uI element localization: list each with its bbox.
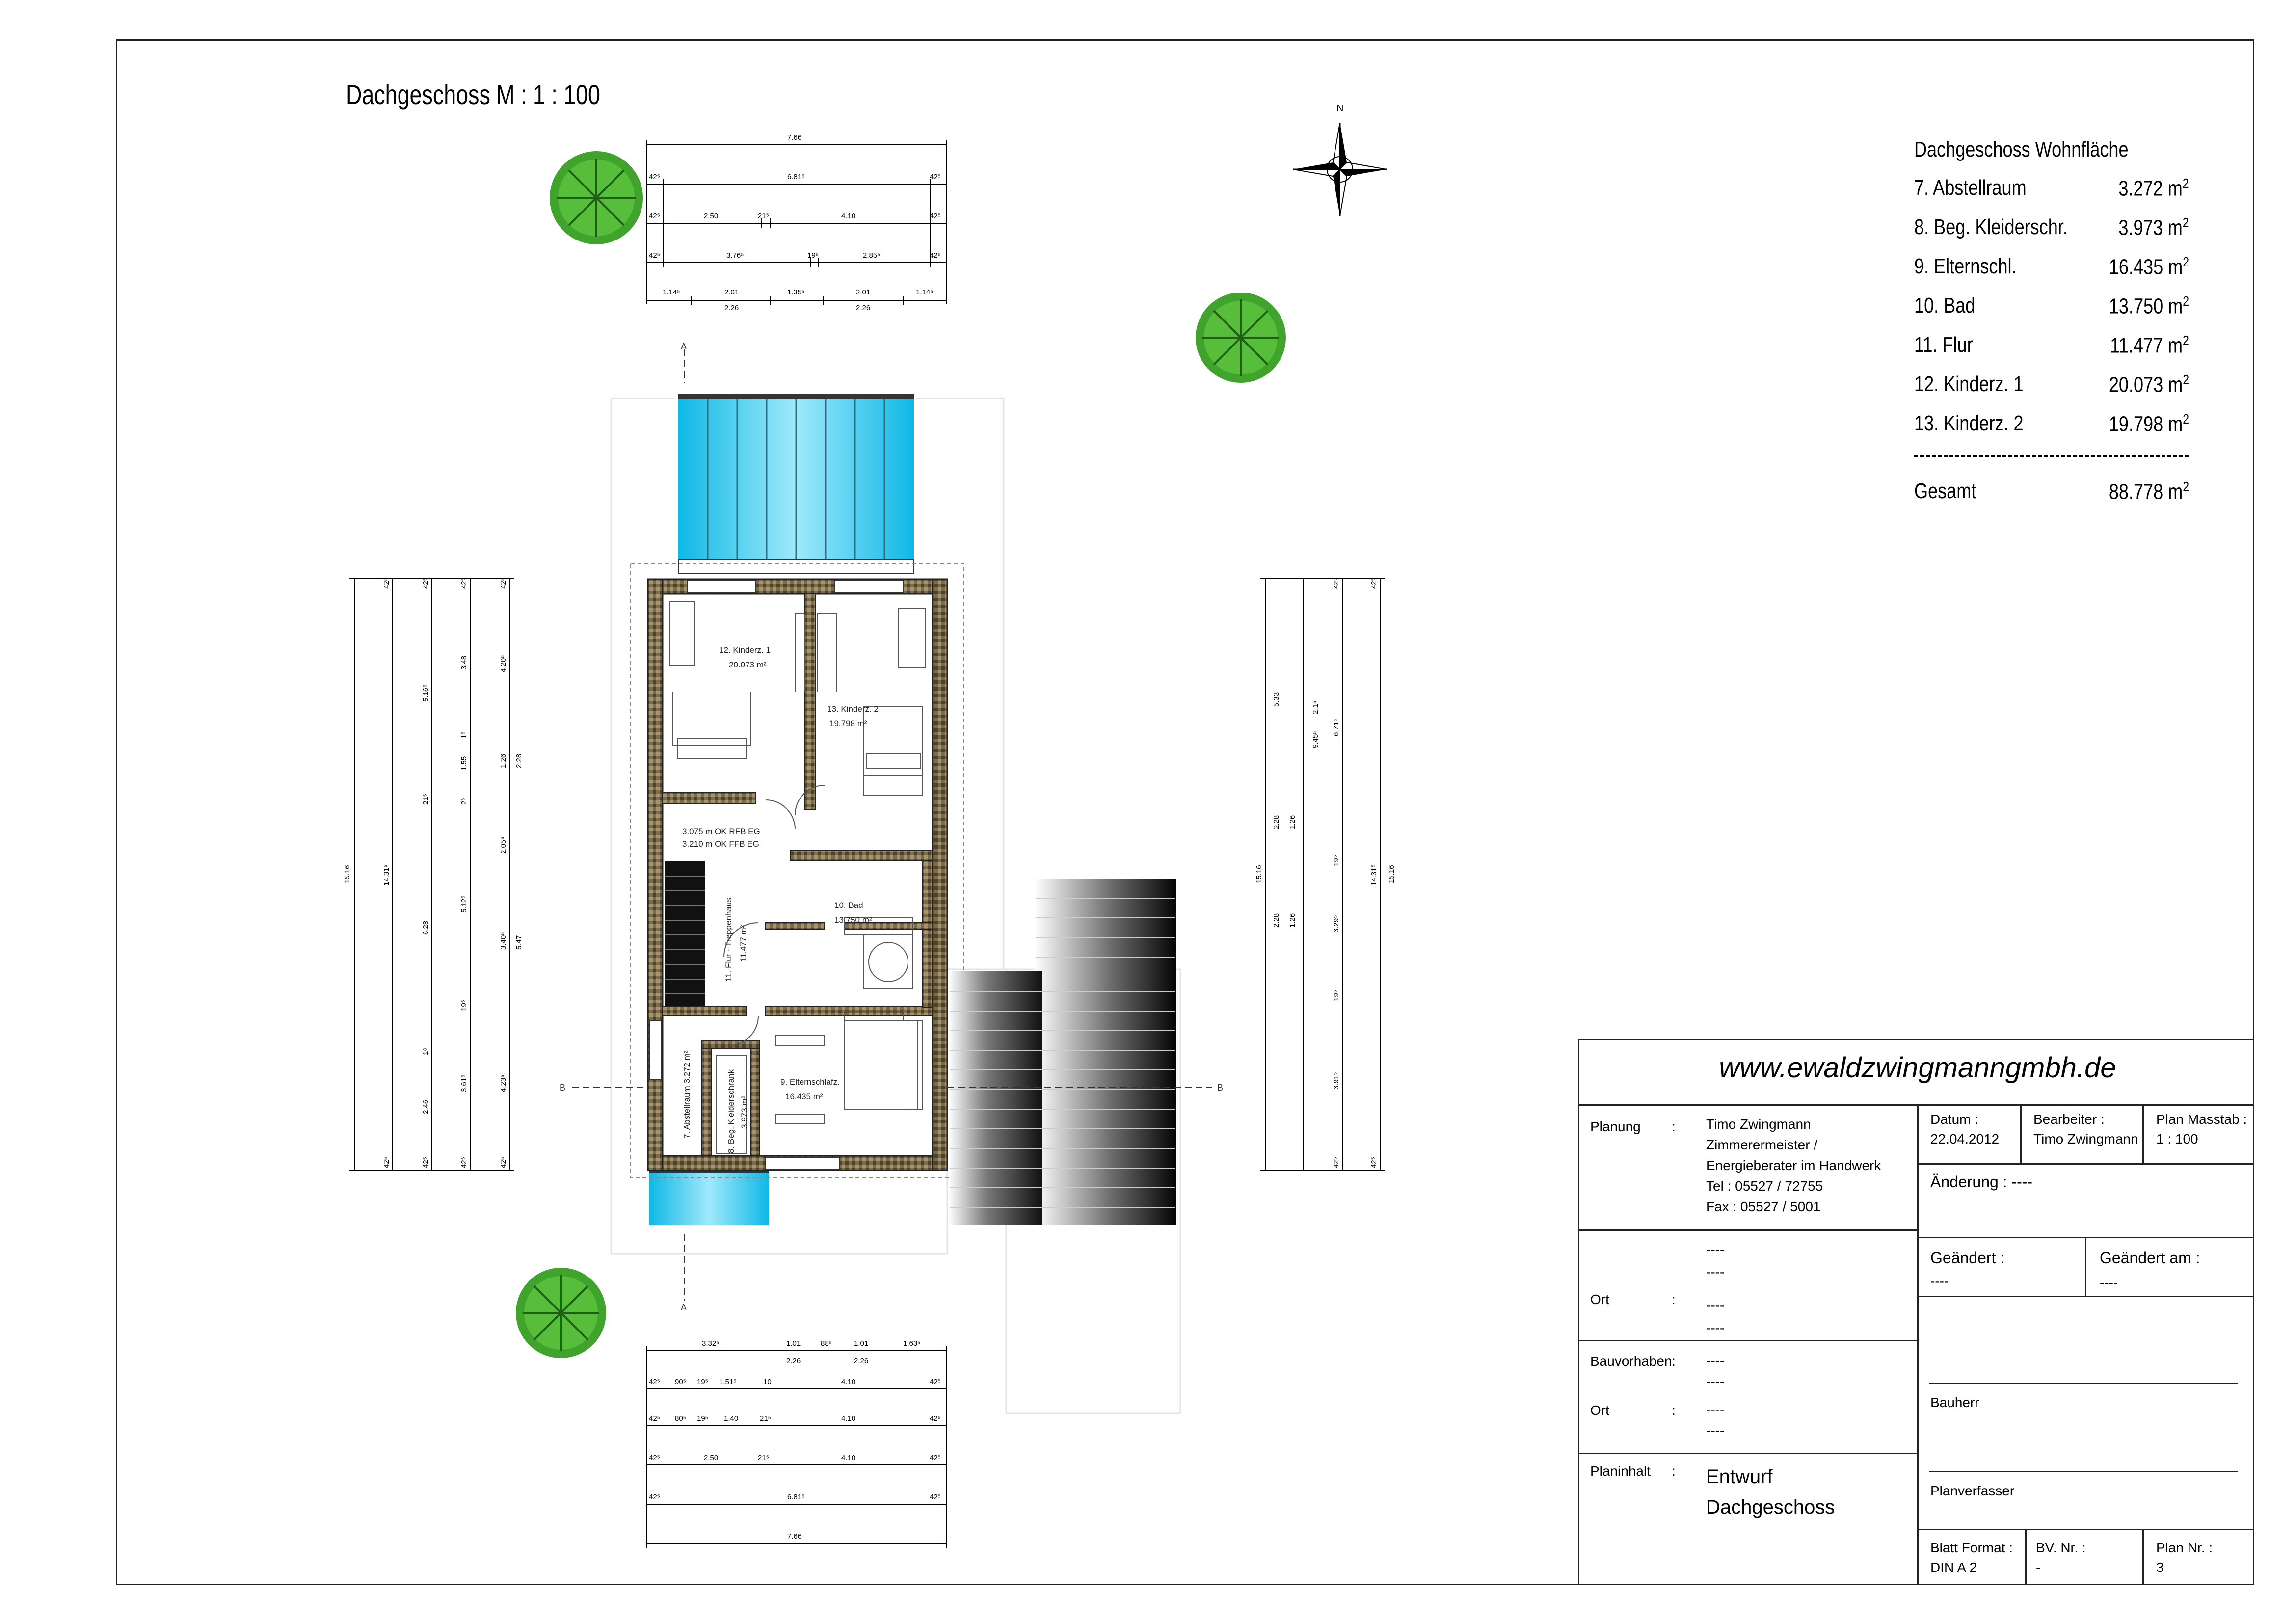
planinhalt-values: Entwurf Dachgeschoss bbox=[1706, 1466, 1835, 1518]
plannr-label: Plan Nr. : bbox=[2156, 1540, 2213, 1555]
dim-label: 42⁵ bbox=[930, 251, 941, 260]
area-room-value: 19.798 $m^2$ bbox=[2109, 411, 2189, 436]
divider bbox=[1917, 1529, 2253, 1530]
dim-label: 6.71⁵ bbox=[1332, 719, 1340, 736]
area-room-value: 3.973 $m^2$ bbox=[2118, 215, 2189, 240]
dim-label: 3.29⁵ bbox=[1332, 915, 1340, 932]
dim-label: 42⁵ bbox=[649, 1414, 660, 1423]
company-url[interactable]: www.ewaldzwingmanngmbh.de bbox=[1719, 1052, 2116, 1084]
dim-label: 2.46 bbox=[422, 1099, 430, 1114]
dim-label: 42⁵ bbox=[422, 1157, 430, 1168]
dim-label: 1.51⁵ bbox=[719, 1378, 737, 1386]
dim-label: 5.47 bbox=[515, 935, 523, 950]
dim-label: 2.28 bbox=[1272, 815, 1281, 829]
masstab-value: 1 : 100 bbox=[2156, 1131, 2198, 1146]
title-block bbox=[1578, 1039, 2254, 1585]
dim-label: 19⁵ bbox=[1332, 855, 1340, 866]
section-b-right: B bbox=[1217, 1083, 1224, 1092]
dim-label: 2.1⁵ bbox=[1311, 700, 1320, 714]
divider bbox=[1579, 1340, 1917, 1341]
dim-label: 2.01 bbox=[856, 288, 871, 296]
divider bbox=[1917, 1104, 1919, 1584]
blatt-label: Blatt Format : bbox=[1930, 1540, 2013, 1555]
room-label-kinderz1: 12. Kinderz. 1 bbox=[719, 645, 771, 655]
divider bbox=[1579, 1229, 1917, 1231]
geaendert-am-value: ---- bbox=[2100, 1275, 2118, 1290]
dim-label: 6.28 bbox=[422, 920, 430, 935]
dim-label: 15.16 bbox=[1388, 865, 1396, 883]
bauherr-label: Bauherr bbox=[1930, 1395, 1979, 1410]
dim-label: 42⁵ bbox=[422, 578, 430, 589]
colon: : bbox=[1672, 1292, 1676, 1307]
divider bbox=[2142, 1529, 2144, 1584]
room-area-kinderz1: 20.073 m² bbox=[729, 660, 767, 669]
colon: : bbox=[1672, 1354, 1676, 1369]
dim-label: 42⁵ bbox=[930, 1414, 941, 1423]
area-room-value: 13.750 $m^2$ bbox=[2109, 293, 2189, 319]
dim-label: 42⁵ bbox=[649, 1378, 660, 1386]
section-a-top: A bbox=[681, 342, 687, 351]
area-room-value: 3.272 $m^2$ bbox=[2118, 176, 2189, 201]
dim-label: 1.01 bbox=[854, 1339, 869, 1348]
area-table-header: Dachgeschoss Wohnfläche bbox=[1914, 137, 2129, 161]
dim-label: 1⁵ bbox=[460, 731, 468, 739]
dim-label: 14.31⁵ bbox=[382, 864, 391, 886]
area-total-label: Gesamt bbox=[1914, 479, 1976, 503]
dim-label: 4.10 bbox=[841, 1414, 856, 1423]
dim-label: 1.40 bbox=[724, 1414, 739, 1423]
area-room-name: 8. Beg. Kleiderschr. bbox=[1914, 215, 2068, 239]
area-room-value: 16.435 $m^2$ bbox=[2109, 254, 2189, 279]
dim-label: 42⁵ bbox=[930, 1493, 941, 1501]
dim-label: 42⁵ bbox=[649, 1454, 660, 1462]
dim-label: 42⁵ bbox=[460, 1157, 468, 1168]
tree-icon bbox=[550, 151, 643, 244]
room-area-kinderz2: 19.798 m² bbox=[829, 719, 867, 728]
dim-label: 42⁵ bbox=[649, 173, 660, 181]
bauvorhaben-label: Bauvorhaben bbox=[1590, 1354, 1672, 1369]
dimensions-left bbox=[343, 578, 523, 1171]
room-area-flur: 11.477 m² bbox=[739, 925, 748, 962]
room-area-eltern: 16.435 m² bbox=[785, 1092, 823, 1101]
dim-label: 4.20⁵ bbox=[499, 655, 507, 672]
colon: : bbox=[1672, 1464, 1676, 1479]
dim-label: 2.26 bbox=[786, 1357, 801, 1365]
ort2-label: Ort bbox=[1590, 1403, 1609, 1418]
dim-label: 1.26 bbox=[499, 753, 507, 768]
divider bbox=[1579, 1104, 2253, 1106]
dim-label: 42⁵ bbox=[499, 578, 507, 589]
signature-line bbox=[1929, 1471, 2238, 1472]
bvnr-value: - bbox=[2036, 1560, 2041, 1575]
room-label-bad: 10. Bad bbox=[834, 901, 863, 910]
ort-values: ---- ---- ---- ---- bbox=[1706, 1242, 1725, 1335]
tree-icon bbox=[1196, 293, 1286, 383]
dim-label: 7.66 bbox=[787, 133, 802, 142]
area-room-name: 7. Abstellraum bbox=[1914, 176, 2027, 200]
dim-label: 2.50 bbox=[704, 1454, 719, 1462]
dim-label: 2.26 bbox=[724, 304, 739, 312]
dim-label: 4.10 bbox=[841, 1454, 856, 1462]
area-room-name: 12. Kinderz. 1 bbox=[1914, 372, 2024, 396]
roof-dormer bbox=[949, 879, 1176, 1225]
dim-label: 21⁵ bbox=[422, 794, 430, 805]
dim-label: 90⁵ bbox=[675, 1378, 686, 1386]
dim-label: 2.50 bbox=[704, 212, 719, 220]
dim-label: 1⁸ bbox=[422, 1048, 430, 1055]
dim-label: 42⁵ bbox=[649, 1493, 660, 1501]
room-label-abstell: 7. Abstellraum 3.272 m² bbox=[682, 1050, 692, 1139]
dim-label: 42⁵ bbox=[1332, 1157, 1340, 1168]
section-a-bottom: A bbox=[681, 1303, 687, 1312]
area-room-value: 20.073 $m^2$ bbox=[2109, 372, 2189, 397]
dim-label: 2.26 bbox=[856, 304, 871, 312]
north-label: N bbox=[1336, 103, 1344, 114]
dimensions-top bbox=[647, 133, 946, 312]
geaendert-label: Geändert : bbox=[1930, 1249, 2005, 1267]
bearbeiter-value: Timo Zwingmann bbox=[2033, 1131, 2138, 1146]
area-room-name: 13. Kinderz. 2 bbox=[1914, 411, 2024, 435]
geaendert-am-label: Geändert am : bbox=[2100, 1249, 2200, 1267]
dim-label: 1.55 bbox=[460, 756, 468, 771]
dim-label: 42⁵ bbox=[382, 578, 391, 589]
room-area-kleider: 3.973 m² bbox=[740, 1095, 749, 1129]
dim-label: 42⁵ bbox=[649, 251, 660, 260]
dimensions-right bbox=[1255, 578, 1396, 1171]
room-area-bad: 13.750 m² bbox=[834, 915, 872, 925]
skylight-bottom bbox=[649, 1168, 769, 1225]
plan-title: Dachgeschoss M : 1 : 100 bbox=[346, 79, 600, 110]
section-b-left: B bbox=[560, 1083, 566, 1092]
dim-label: 1.14⁵ bbox=[663, 288, 680, 296]
dim-label: 42⁵ bbox=[382, 1157, 391, 1168]
bauvorhaben-values: ---- ---- bbox=[1706, 1353, 1725, 1389]
dim-label: 2.05⁵ bbox=[499, 836, 507, 854]
dim-label: 3.40⁵ bbox=[499, 932, 507, 950]
dim-label: 42⁵ bbox=[499, 1157, 507, 1168]
tree-icon bbox=[516, 1268, 606, 1358]
dim-label: 5.16⁵ bbox=[422, 684, 430, 702]
dim-label: 42⁵ bbox=[930, 173, 941, 181]
level-mark-1: 3.075 m OK RFB EG bbox=[682, 827, 760, 836]
planinhalt-label: Planinhalt bbox=[1590, 1464, 1651, 1479]
dim-label: 1.26 bbox=[1288, 815, 1297, 829]
dim-label: 10 bbox=[763, 1378, 772, 1386]
dim-label: 4.10 bbox=[841, 212, 856, 220]
skylight-top bbox=[678, 394, 914, 574]
dim-label: 1.63⁵ bbox=[903, 1339, 921, 1348]
dim-label: 15.16 bbox=[1255, 865, 1263, 883]
dim-label: 2.28 bbox=[1272, 913, 1281, 928]
dim-label: 3.48 bbox=[460, 655, 468, 670]
level-mark-2: 3.210 m OK FFB EG bbox=[682, 839, 759, 849]
room-label-eltern: 9. Elternschlafz. bbox=[780, 1077, 840, 1087]
staircase bbox=[665, 861, 705, 1006]
divider bbox=[1579, 1453, 1917, 1454]
aenderung-label: Änderung : ---- bbox=[1930, 1173, 2033, 1191]
geaendert-value: ---- bbox=[1930, 1274, 1949, 1289]
dim-label: 2.28 bbox=[515, 753, 523, 768]
divider bbox=[2085, 1237, 2086, 1296]
dim-label: 42⁵ bbox=[1370, 1157, 1378, 1168]
colon: : bbox=[1672, 1403, 1676, 1418]
masstab-label: Plan Masstab : bbox=[2156, 1112, 2247, 1127]
divider bbox=[2020, 1104, 2022, 1163]
dim-label: 6.81⁵ bbox=[787, 1493, 805, 1501]
dim-label: 19⁵ bbox=[460, 1000, 468, 1011]
area-room-name: 11. Flur bbox=[1914, 333, 1973, 357]
datum-label: Datum : bbox=[1930, 1112, 1979, 1127]
dim-label: 80⁵ bbox=[675, 1414, 686, 1423]
dim-label: 2.26 bbox=[854, 1357, 869, 1365]
dim-label: 19⁵ bbox=[697, 1378, 708, 1386]
dim-label: 42⁵ bbox=[1370, 578, 1378, 589]
bearbeiter-label: Bearbeiter : bbox=[2033, 1112, 2105, 1127]
dim-label: 3.91⁵ bbox=[1332, 1072, 1340, 1090]
ort-label: Ort bbox=[1590, 1292, 1609, 1307]
dim-label: 19⁵ bbox=[697, 1414, 708, 1423]
north-arrow-icon bbox=[1293, 103, 1387, 216]
divider bbox=[1917, 1163, 2253, 1165]
dim-label: 42⁵ bbox=[460, 578, 468, 589]
dim-label: 42⁵ bbox=[930, 212, 941, 220]
dim-label: 15.16 bbox=[343, 865, 351, 883]
plannr-value: 3 bbox=[2156, 1560, 2164, 1575]
dim-label: 1.01 bbox=[786, 1339, 801, 1348]
dimensions-bottom bbox=[647, 1339, 946, 1548]
divider bbox=[1917, 1296, 2253, 1297]
signature-line bbox=[1929, 1383, 2238, 1384]
divider bbox=[2025, 1529, 2027, 1584]
planung-label: Planung bbox=[1590, 1119, 1641, 1134]
dim-label: 5.33 bbox=[1272, 692, 1281, 707]
dim-label: 6.81⁵ bbox=[787, 173, 805, 181]
bvnr-label: BV. Nr. : bbox=[2036, 1540, 2086, 1555]
dim-label: 2⁵ bbox=[460, 798, 468, 805]
dim-label: 4.23⁵ bbox=[499, 1074, 507, 1092]
area-room-name: 9. Elternschl. bbox=[1914, 254, 2017, 278]
dim-label: 3.32⁵ bbox=[702, 1339, 720, 1348]
dim-label: 2.01 bbox=[724, 288, 739, 296]
dim-label: 5.12⁵ bbox=[460, 895, 468, 913]
ort2-values: ---- ---- bbox=[1706, 1402, 1725, 1438]
room-label-kinderz2: 13. Kinderz. 2 bbox=[827, 704, 879, 714]
blatt-value: DIN A 2 bbox=[1930, 1560, 1977, 1575]
colon: : bbox=[1672, 1119, 1676, 1134]
dim-label: 21⁵ bbox=[758, 1454, 769, 1462]
area-room-name: 10. Bad bbox=[1914, 293, 1976, 318]
planung-value: Timo Zwingmann Zimmerermeister / Energieberater im Handwerk Tel : 05527 / 72755 Fax : 05527 / 5001 bbox=[1706, 1117, 1881, 1214]
dim-label: 21⁵ bbox=[758, 212, 769, 220]
area-room-value: 11.477 $m^2$ bbox=[2110, 333, 2189, 358]
dim-label: 19⁵ bbox=[1332, 990, 1340, 1001]
dim-label: 14.31⁵ bbox=[1370, 864, 1378, 886]
dim-label: 1.35⁵ bbox=[787, 288, 805, 296]
area-total-value: 88.778 $m^2$ bbox=[2109, 479, 2189, 504]
dim-label: 7.66 bbox=[787, 1532, 802, 1541]
room-label-flur: 11. Flur - Treppenhaus bbox=[724, 898, 733, 982]
dim-label: 9.45⁵ bbox=[1311, 731, 1320, 748]
dim-label: 42⁵ bbox=[649, 212, 660, 220]
datum-value: 22.04.2012 bbox=[1930, 1131, 2000, 1146]
dim-label: 2.85⁵ bbox=[863, 251, 881, 260]
dim-label: 1.26 bbox=[1288, 913, 1297, 928]
dim-label: 42⁵ bbox=[1332, 578, 1340, 589]
dim-label: 4.10 bbox=[841, 1378, 856, 1386]
dim-label: 21⁵ bbox=[760, 1414, 771, 1423]
dim-label: 19⁵ bbox=[807, 251, 819, 260]
planverfasser-label: Planverfasser bbox=[1930, 1483, 2015, 1498]
dim-label: 1.14⁵ bbox=[916, 288, 934, 296]
room-label-kleider: 8. Beg. Kleiderschrank bbox=[726, 1069, 736, 1153]
dim-label: 3.76⁵ bbox=[726, 251, 744, 260]
dim-label: 88⁵ bbox=[821, 1339, 832, 1348]
dim-label: 42⁵ bbox=[930, 1378, 941, 1386]
dim-label: 3.61⁵ bbox=[460, 1074, 468, 1092]
divider bbox=[2142, 1104, 2144, 1163]
dim-label: 42⁵ bbox=[930, 1454, 941, 1462]
